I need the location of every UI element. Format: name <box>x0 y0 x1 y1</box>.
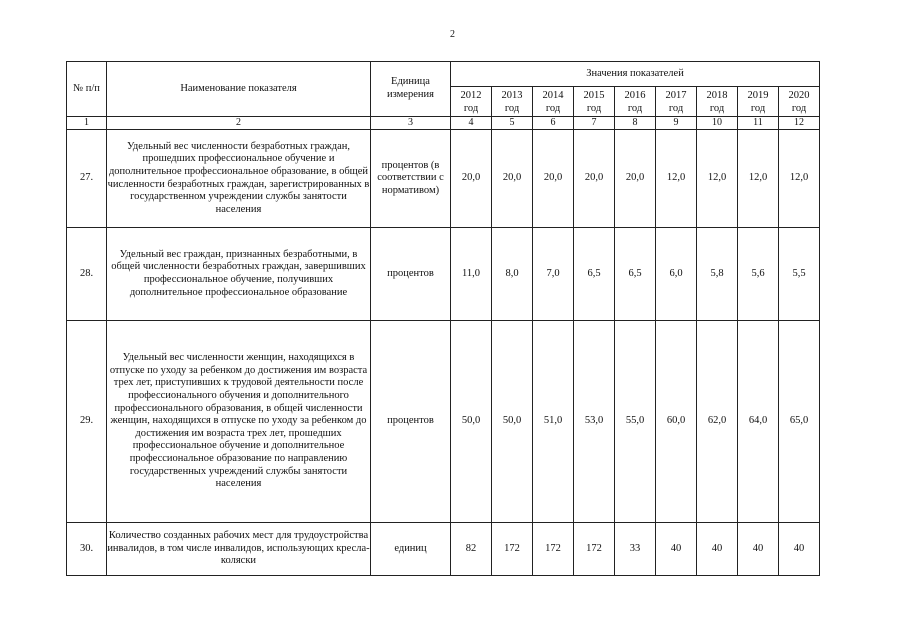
column-number: 3 <box>371 117 451 130</box>
year-header: 2016 год <box>615 87 656 117</box>
indicator-unit: процентов <box>371 321 451 523</box>
page-number: 2 <box>450 29 455 40</box>
indicator-unit: процентов <box>371 228 451 321</box>
header-name: Наименование показателя <box>107 62 371 117</box>
value-cell: 6,0 <box>656 228 697 321</box>
indicators-table <box>66 61 820 576</box>
value-cell: 40 <box>656 523 697 576</box>
value-cell: 12,0 <box>697 130 738 228</box>
value-cell: 33 <box>615 523 656 576</box>
value-cell: 62,0 <box>697 321 738 523</box>
table-row <box>67 523 820 576</box>
table-row <box>67 228 820 321</box>
row-number: 29. <box>67 321 107 523</box>
column-number: 12 <box>779 117 820 130</box>
value-cell: 5,8 <box>697 228 738 321</box>
value-cell: 172 <box>492 523 533 576</box>
value-cell: 53,0 <box>574 321 615 523</box>
value-cell: 12,0 <box>779 130 820 228</box>
value-cell: 50,0 <box>451 321 492 523</box>
value-cell: 50,0 <box>492 321 533 523</box>
table-row <box>67 321 820 523</box>
column-number: 7 <box>574 117 615 130</box>
value-cell: 40 <box>779 523 820 576</box>
column-number: 9 <box>656 117 697 130</box>
value-cell: 11,0 <box>451 228 492 321</box>
column-number: 1 <box>67 117 107 130</box>
header-unit: Единица измерения <box>371 62 451 117</box>
column-number: 4 <box>451 117 492 130</box>
year-header: 2018 год <box>697 87 738 117</box>
value-cell: 12,0 <box>738 130 779 228</box>
year-header: 2019 год <box>738 87 779 117</box>
header-values: Значения показателей <box>451 62 820 87</box>
value-cell: 7,0 <box>533 228 574 321</box>
header-row <box>67 62 820 87</box>
value-cell: 65,0 <box>779 321 820 523</box>
column-number: 10 <box>697 117 738 130</box>
column-number: 2 <box>107 117 371 130</box>
value-cell: 5,6 <box>738 228 779 321</box>
value-cell: 55,0 <box>615 321 656 523</box>
year-header: 2015 год <box>574 87 615 117</box>
value-cell: 20,0 <box>533 130 574 228</box>
value-cell: 82 <box>451 523 492 576</box>
year-header: 2020 год <box>779 87 820 117</box>
indicator-name: Удельный вес граждан, признанных безработными, в общей численности безработных граждан, завершивших профессиональное обучение, получивших дополнительное профессиональное образование <box>107 228 371 321</box>
indicator-name: Удельный вес численности женщин, находящихся в отпуске по уходу за ребенком до достижения им возраста трех лет, приступивших к трудовой деятельности после профессионального обучения и дополнительного профессионального образования, в общей численности женщин, находящихся в отпуске по уходу за ребенком до достижения им возраста трех лет, прошедших профессиональное обучение и дополнительное профессиональное образование по направлению государственных учреждений службы занятости населения <box>107 321 371 523</box>
value-cell: 60,0 <box>656 321 697 523</box>
column-number: 5 <box>492 117 533 130</box>
year-header: 2017 год <box>656 87 697 117</box>
value-cell: 20,0 <box>574 130 615 228</box>
value-cell: 6,5 <box>615 228 656 321</box>
column-number: 6 <box>533 117 574 130</box>
column-number: 8 <box>615 117 656 130</box>
column-number: 11 <box>738 117 779 130</box>
value-cell: 12,0 <box>656 130 697 228</box>
indicator-name: Количество созданных рабочих мест для трудоустройства инвалидов, в том числе инвалидов, использующих кресла-коляски <box>107 523 371 576</box>
row-number: 27. <box>67 130 107 228</box>
year-header: 2012 год <box>451 87 492 117</box>
value-cell: 20,0 <box>615 130 656 228</box>
indicator-name: Удельный вес численности безработных граждан, прошедших профессиональное обучение и дополнительное профессиональное образование, в общей численности безработных граждан, зарегистрированных в государственном учреждении службы занятости населения <box>107 130 371 228</box>
header-num: № п/п <box>67 62 107 117</box>
value-cell: 6,5 <box>574 228 615 321</box>
indicator-unit: единиц <box>371 523 451 576</box>
value-cell: 8,0 <box>492 228 533 321</box>
year-header: 2013 год <box>492 87 533 117</box>
value-cell: 64,0 <box>738 321 779 523</box>
year-header: 2014 год <box>533 87 574 117</box>
value-cell: 20,0 <box>451 130 492 228</box>
value-cell: 40 <box>697 523 738 576</box>
value-cell: 51,0 <box>533 321 574 523</box>
column-number-row <box>67 117 820 130</box>
indicator-unit: процентов (в соответствии с нормативом) <box>371 130 451 228</box>
value-cell: 20,0 <box>492 130 533 228</box>
value-cell: 5,5 <box>779 228 820 321</box>
value-cell: 172 <box>533 523 574 576</box>
value-cell: 40 <box>738 523 779 576</box>
row-number: 30. <box>67 523 107 576</box>
table-row <box>67 130 820 228</box>
value-cell: 172 <box>574 523 615 576</box>
row-number: 28. <box>67 228 107 321</box>
